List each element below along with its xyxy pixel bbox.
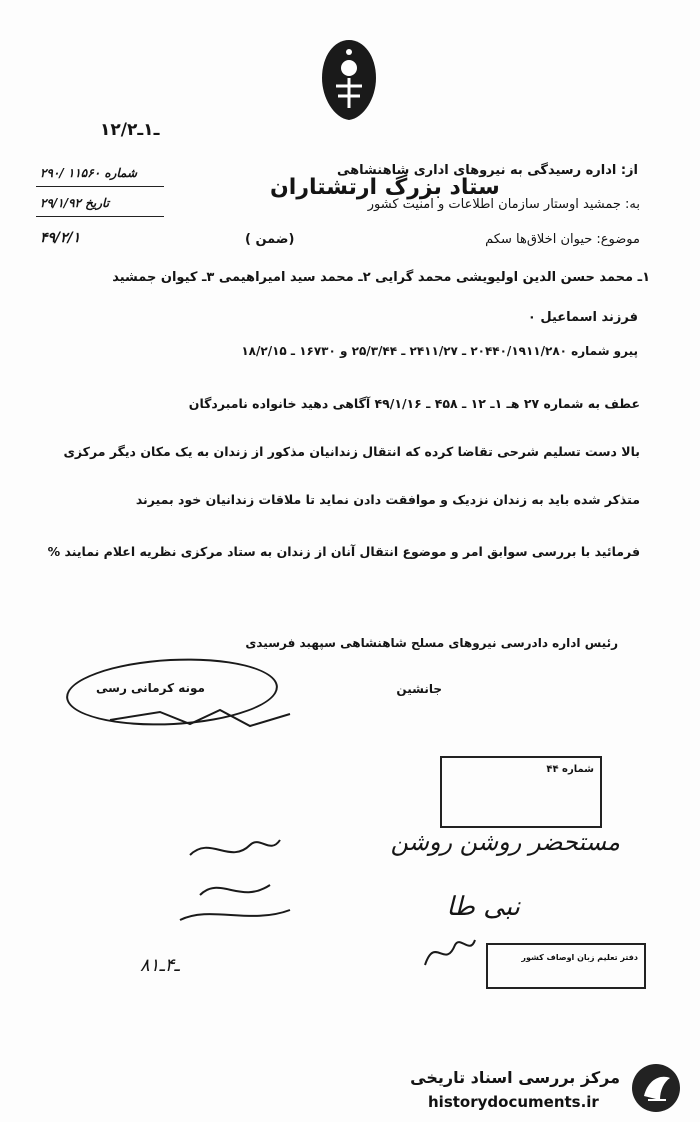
signature-scribble — [100, 700, 300, 740]
registration-stamp — [440, 756, 602, 828]
document-serial: ۱ـ۱ـ۲/۲ — [100, 120, 160, 140]
attachment-label: (ضمن ) — [245, 232, 295, 247]
handwritten-signature — [170, 825, 300, 935]
handwritten-note: نبی طا — [446, 892, 520, 922]
office-stamp — [486, 943, 646, 989]
body-paragraph: فرمائید با بررسی سوابق امر و موضوع انتقال آنان از زندان به ستاد مرکزی نظریه اعلام نمایند % — [47, 544, 640, 559]
reference-numbers: پیرو شماره ۲۰۴۴۰/۱۹۱۱/۲۸۰ ـ ۲۴۱۱/۲۷ ـ ۲۵/۳/۴۴ و ۱۶۷۳۰ ـ ۱۸/۲/۱۵ — [241, 344, 638, 358]
subject-names: ۱ـ محمد حسن الدین اولیویشی محمد گرایی ۲ـ محمد سید امیراهیمی ۳ـ کیوان جمشید — [112, 270, 650, 285]
to-line: به: جمشید اوستار سازمان اطلاعات و امنیت کشور — [367, 197, 640, 212]
signature-title: رئیس اداره دادرسی نیروهای مسلح شاهنشاهی سپهبد فرسیدی — [245, 636, 618, 650]
archive-website: historydocuments.ir — [428, 1093, 599, 1111]
handwritten-date: ۸ـ۴ـ۱ — [140, 955, 180, 976]
divider-line — [36, 216, 164, 217]
from-line: از: اداره رسیدگی به نیروهای اداری شاهنشاهی — [336, 163, 638, 178]
divider-line — [36, 186, 164, 187]
organization-title: ستاد بزرگ ارتشتاران — [270, 175, 500, 200]
emblem-seal-icon — [316, 38, 382, 122]
body-paragraph: بالا دست تسلیم شرحی تقاضا کرده که انتقال زندانیان مذکور از زندان به یک مکان دیگر مرکزی — [63, 444, 640, 459]
deputy-label: جانشین — [396, 682, 442, 696]
subject-line: موضوع: حیوان اخلاق‌ها سکم — [485, 232, 640, 247]
initials-scribble — [420, 925, 480, 975]
handwritten-note: مستحضر روشن روشن — [390, 828, 620, 856]
archive-logo-icon — [630, 1062, 682, 1114]
circled-note: مونه کرمانی رسی — [96, 681, 205, 695]
document-number: شماره ۱۱۵۶۰ /۲۹۰ — [40, 166, 138, 180]
subject-parent: فرزند اسماعیل ۰ — [527, 310, 638, 325]
body-paragraph: متذکر شده باید به زندان نزدیک و موافقت دادن نماید تا ملاقات زندانیان خود بمیرند — [135, 492, 640, 507]
stamp-text: شماره ۴۴ — [546, 764, 594, 775]
body-paragraph: عطف به شماره ۲۷ هـ ۱ـ ۱۲ ـ ۴۵۸ ـ ۴۹/۱/۱۶ آگاهی دهید خانواده نامبردگان — [188, 396, 640, 411]
document-date: تاریخ ۲۹/۱/۹۲ — [40, 196, 110, 210]
archive-name: مرکز بررسی اسناد تاریخی — [410, 1068, 620, 1087]
document-attachment-date: ۴۹/۲/۱ — [40, 230, 81, 246]
stamp-text: دفتر تعلیم زبان اوصاف کشور — [521, 953, 638, 962]
